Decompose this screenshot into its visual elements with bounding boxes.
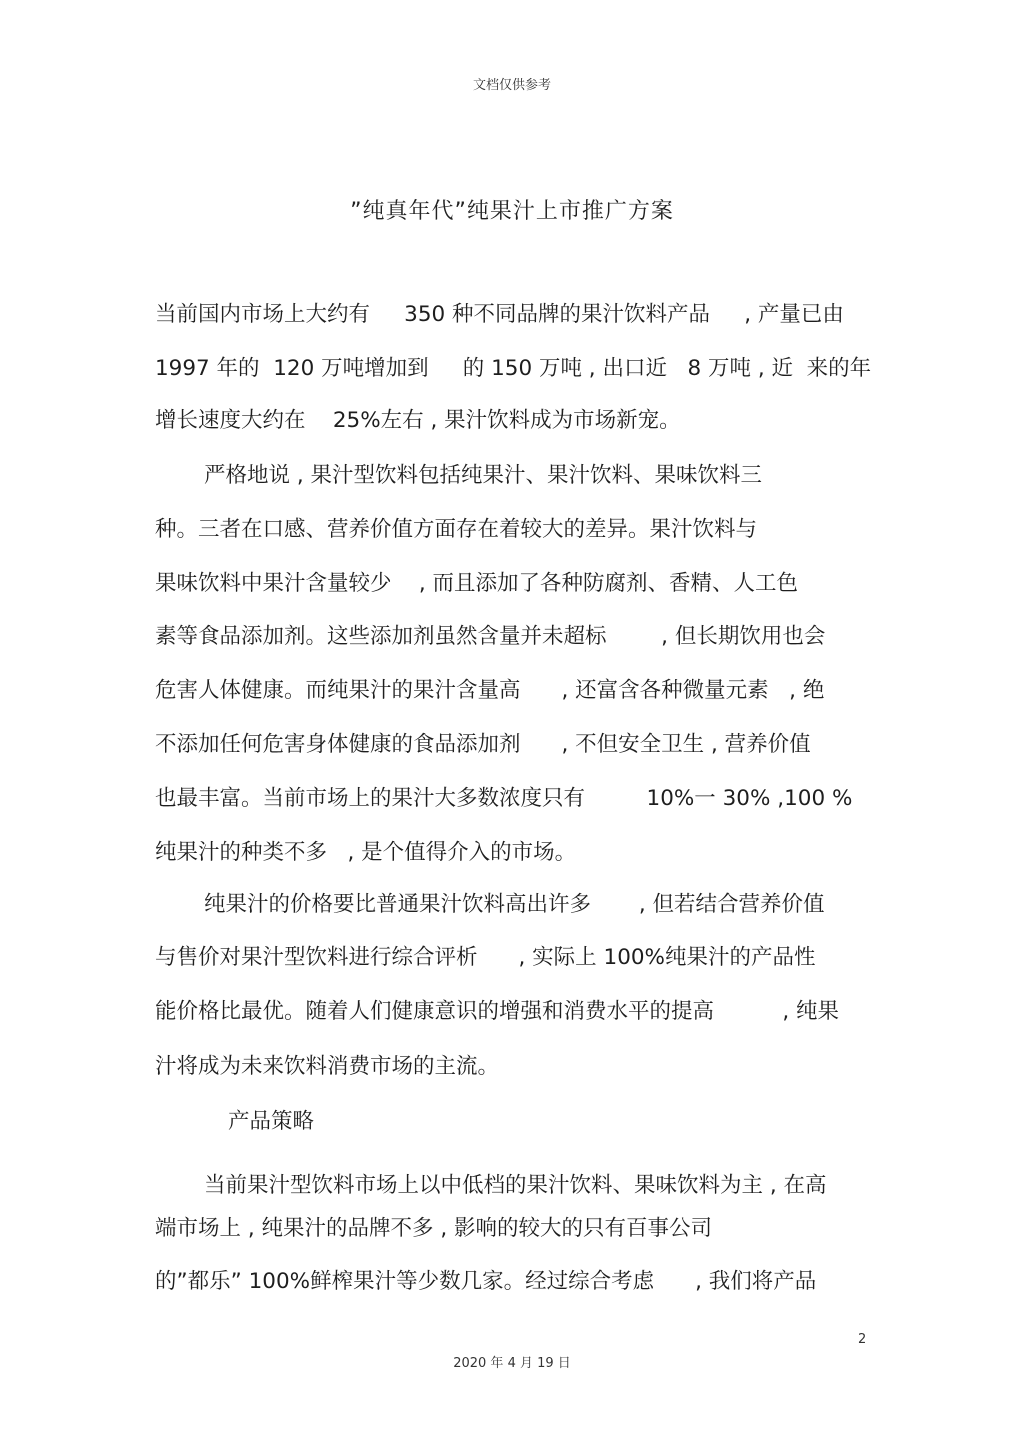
- body-line: 危害人体健康。而纯果汁的果汁含量高 , 还富含各种微量元素 , 绝: [155, 678, 825, 703]
- body-line: 增长速度大约在 25%左右 , 果汁饮料成为市场新宠。: [155, 408, 681, 433]
- body-line: 果味饮料中果汁含量较少 , 而且添加了各种防腐剂、香精、人工色: [155, 571, 799, 596]
- page-footer-date: 2020 年 4 月 19 日: [453, 1356, 571, 1371]
- body-line: 能价格比最优。随着人们健康意识的增强和消费水平的提高 , 纯果: [155, 999, 840, 1024]
- body-line: 纯果汁的价格要比普通果汁饮料高出许多 , 但若结合营养价值: [204, 892, 825, 917]
- body-line: 汁将成为未来饮料消费市场的主流。: [155, 1054, 500, 1079]
- body-line: 种。三者在口感、营养价值方面存在着较大的差异。果汁饮料与: [155, 517, 758, 542]
- body-line: 当前果汁型饮料市场上以中低档的果汁饮料、果味饮料为主 , 在高: [204, 1173, 827, 1198]
- body-line: 的”都乐” 100%鲜榨果汁等少数几家。经过综合考虑 , 我们将产品: [155, 1269, 817, 1294]
- document-title: ”纯真年代”纯果汁上市推广方案: [350, 199, 674, 224]
- body-line: 也最丰富。当前市场上的果汁大多数浓度只有 10%一 30% ,100 %: [155, 786, 853, 811]
- body-line: 当前国内市场上大约有 350 种不同品牌的果汁饮料产品 , 产量已由: [155, 302, 844, 327]
- body-line: 不添加任何危害身体健康的食品添加剂 , 不但安全卫生 , 营养价值: [155, 732, 811, 757]
- body-line: 1997 年的 120 万吨增加到 的 150 万吨 , 出口近 8 万吨 , 近 来的年: [155, 356, 872, 381]
- body-line: 素等食品添加剂。这些添加剂虽然含量并未超标 , 但长期饮用也会: [155, 624, 826, 649]
- body-line: 与售价对果汁型饮料进行综合评析 , 实际上 100%纯果汁的产品性: [155, 945, 816, 970]
- page-number: 2: [858, 1332, 867, 1347]
- page-header: 文档仅供参考: [472, 78, 551, 93]
- body-line: 纯果汁的种类不多 , 是个值得介入的市场。: [155, 840, 577, 865]
- body-line: 严格地说 , 果汁型饮料包括纯果汁、果汁饮料、果味饮料三: [204, 463, 763, 488]
- body-line: 端市场上 , 纯果汁的品牌不多 , 影响的较大的只有百事公司: [155, 1216, 713, 1241]
- section-heading: 产品策略: [228, 1109, 315, 1134]
